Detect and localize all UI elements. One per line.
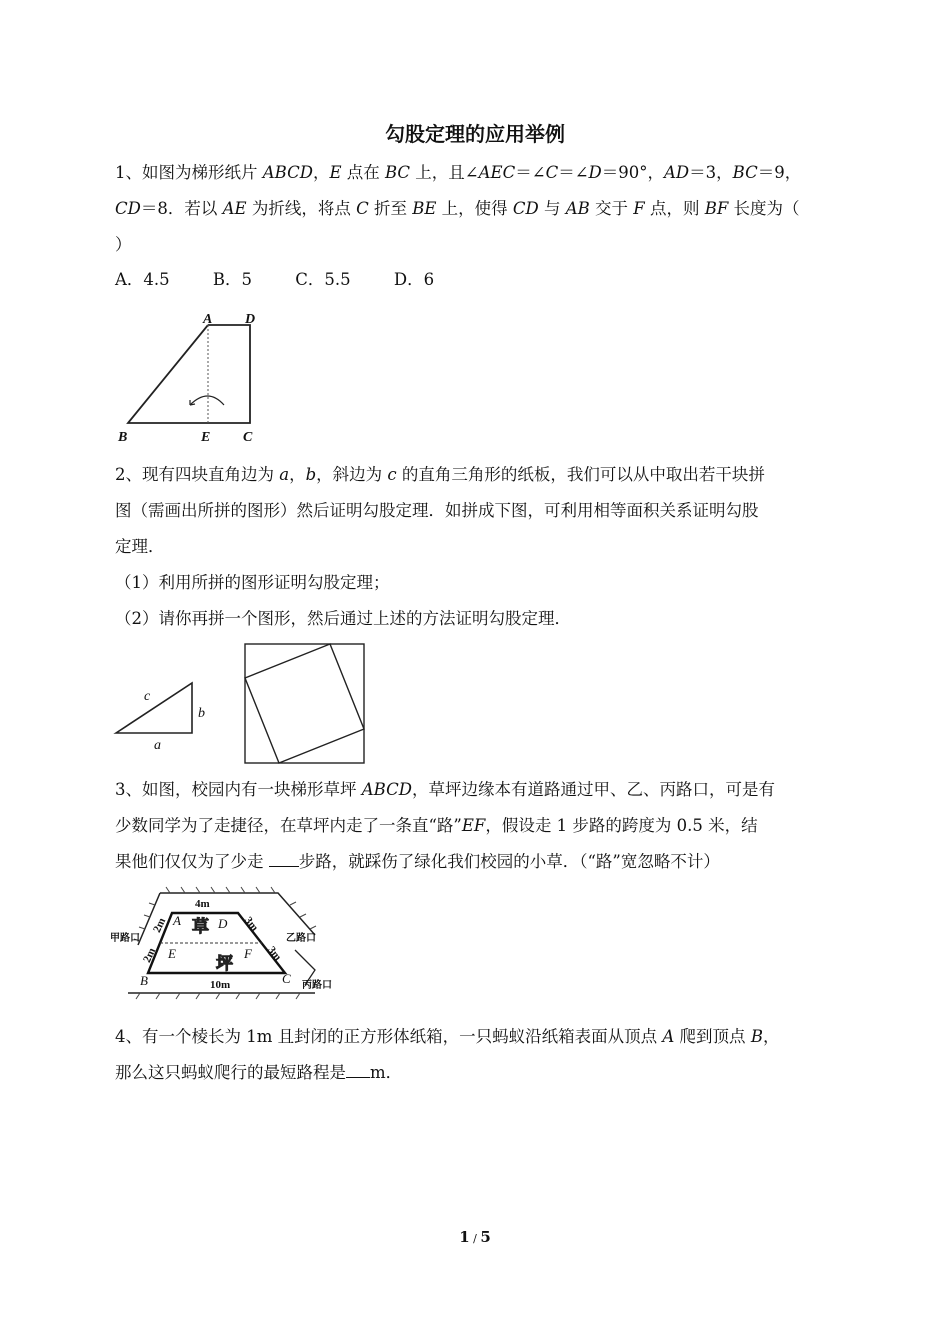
label-C: C xyxy=(243,430,253,445)
label-D: D xyxy=(218,916,228,931)
q1-options xyxy=(115,266,472,290)
q3-text: 3、如图，校园内有一块梯形草坪 ABCD，草坪边缘本有道路通过甲、乙、丙路口，可是有 少数同学为了走捷径，在草坪内走了一条直“路”EF，假设走 1 步路的跨度为 0.5 米，结 果他们仅仅为了少走 步路，就踩伤了绿化我们校园的小草．（“路”宽忽略不计） xyxy=(115,780,775,871)
option-c: C．5.5 xyxy=(295,270,351,289)
q1-text: 1、如图为梯形纸片 ABCD，E 点在 BC 上，且∠AEC＝∠C＝∠D＝90°，AD＝3，BC＝9， CD＝8．若以 AE 为折线，将点 C 折至 BE 上，使得 CD 与 AB 交于 F 点，则 BF 长度为（ ） xyxy=(115,163,802,254)
label-C: C xyxy=(282,971,291,986)
label-B: B xyxy=(118,430,128,445)
option-d: D．6 xyxy=(393,270,435,289)
q2-triangle-figure xyxy=(110,675,215,755)
label-a: a xyxy=(154,738,161,753)
label-top-len: 4m xyxy=(195,898,210,910)
label-B: B xyxy=(140,973,148,988)
label-left-bottom: 2m xyxy=(141,946,159,965)
bing-crossing: 丙路口 xyxy=(302,980,332,991)
q2-text: 2、现有四块直角边为 a，b，斜边为 c 的直角三角形的纸板，我们可以从中取出若干块拼 图（需画出所拼的图形）然后证明勾股定理．如拼成下图，可利用相等面积关系证明勾股 定理． （1）利用所拼的图形证明勾股定理； （2）请你再拼一个图形，然后通过上述的方法证明勾股定理． xyxy=(115,465,765,628)
label-right-top: 3m xyxy=(241,914,261,934)
jia-crossing: 甲路口 xyxy=(110,933,140,944)
label-left-top: 2m xyxy=(151,916,169,935)
page-number: 1 / 5 xyxy=(459,1228,491,1246)
label-E: E xyxy=(201,430,211,445)
yi-crossing: 乙路口 xyxy=(286,933,316,944)
option-b: B．5 xyxy=(212,270,253,289)
label-c: c xyxy=(144,689,151,704)
q2-square-proof-figure xyxy=(244,643,366,765)
grass-label-1: 草 xyxy=(192,917,209,937)
label-F: F xyxy=(244,946,252,961)
label-E: E xyxy=(168,946,176,961)
q1-trapezoid-figure xyxy=(110,305,280,450)
q4-text: 4、有一个棱长为 1m 且封闭的正方形体纸箱，一只蚂蚁沿纸箱表面从顶点 A 爬到顶点 B， 那么这只蚂蚁爬行的最短路程是 m． xyxy=(115,1027,780,1082)
page-title: 勾股定理的应用举例 xyxy=(385,122,565,146)
label-b: b xyxy=(198,706,205,721)
label-D: D xyxy=(245,312,256,327)
grass-label-2: 坪 xyxy=(216,954,233,974)
q3-lawn-figure xyxy=(110,885,340,1000)
answer-blank xyxy=(346,1063,370,1078)
label-bottom-len: 10m xyxy=(210,979,231,991)
option-a: A．4.5 xyxy=(115,270,170,289)
label-A: A xyxy=(173,913,181,928)
label-right-bottom: 3m xyxy=(265,944,284,964)
answer-blank xyxy=(269,852,299,867)
label-A: A xyxy=(203,312,213,327)
